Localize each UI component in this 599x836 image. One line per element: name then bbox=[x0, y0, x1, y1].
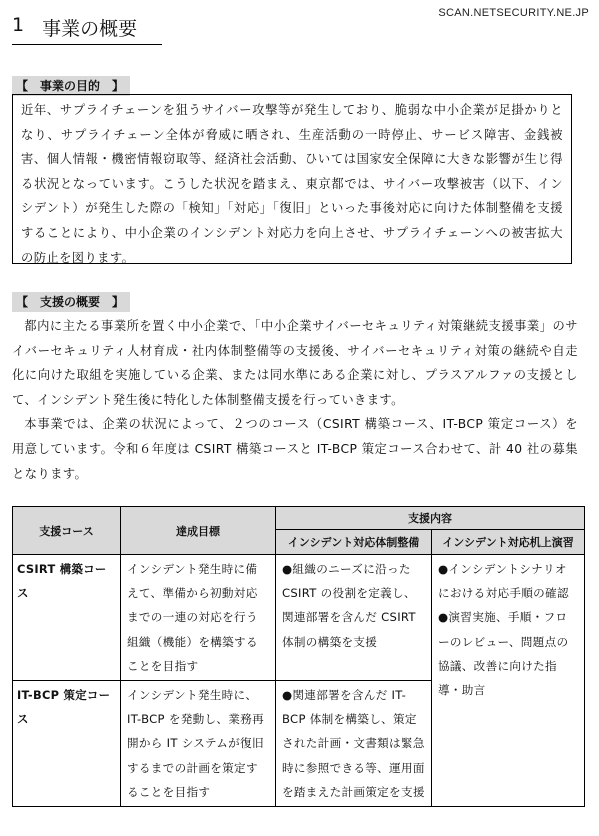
purpose-box bbox=[12, 94, 572, 264]
table-row bbox=[13, 555, 585, 681]
header-system: インシデント対応体制整備 bbox=[276, 530, 432, 555]
support-overview bbox=[12, 314, 578, 486]
exercise-support: ●インシデントシナリオにおける対応手順の確認 ●演習実施、手順・フローのレビュー、問題点の協議、改善に向けた指導・助言 bbox=[432, 555, 585, 807]
purpose-heading: 【 事業の目的 】 bbox=[12, 76, 130, 96]
course-system-support: ●組織のニーズに沿った CSIRT の役割を定義し、関連部署を含んだ CSIRT 体制の構築を支援 bbox=[276, 555, 432, 681]
header-goal: 達成目標 bbox=[121, 507, 276, 555]
section-title: 事業の概要 bbox=[42, 18, 138, 40]
support-table bbox=[12, 506, 585, 807]
course-name: CSIRT 構築コース bbox=[13, 555, 121, 681]
header-course: 支援コース bbox=[13, 507, 121, 555]
page-title bbox=[12, 14, 162, 45]
watermark: SCAN.NETSECURITY.NE.JP bbox=[438, 7, 589, 19]
course-goal: インシデント発生時に、IT-BCP を発動し、業務再開から IT システムが復旧するまでの計画を策定することを目指す bbox=[121, 681, 276, 807]
course-name: IT-BCP 策定コース bbox=[13, 681, 121, 807]
course-goal: インシデント発生時に備えて、準備から初動対応までの一連の対応を行う組織（機能）を構築することを目指す bbox=[121, 555, 276, 681]
section-number: 1 bbox=[12, 14, 25, 36]
support-paragraph-1: 都内に主たる事業所を置く中小企業で、「中小企業サイバーセキュリティ対策継続支援事業」のサイバーセキュリティ人材育成・社内体制整備等の支援後、サイバーセキュリティ対策の継続や自走化に向けた取組を実施している企業、または同水準にある企業に対し、プラスアルファの支援として、インシデント発生後に特化した体制整備支援を行っていきます。 bbox=[12, 319, 578, 407]
purpose-text: 近年、サプライチェーンを狙うサイバー攻撃等が発生しており、脆弱な中小企業が足掛かりとなり、サプライチェーン全体が脅威に晒され、生産活動の一時停止、サービス障害、金銭被害、個人情報・機密情報窃取等、経済社会活動、ひいては国家安全保障に大きな影響が生じ得る状況となっています。こうした状況を踏まえ、東京都では、サイバー攻撃被害（以下、インシデント）が発生した際の「検知」「対応」「復旧」といった事後対応に向けた体制整備を支援することにより、中小企業のインシデント対応力を向上させ、サプライチェーンへの被害拡大の防止を図ります。 bbox=[21, 103, 563, 265]
course-system-support: ●関連部署を含んだ IT-BCP 体制を構築し、策定された計画・文書類は緊急時に参照できる等、運用面を踏まえた計画策定を支援 bbox=[276, 681, 432, 807]
header-content: 支援内容 bbox=[276, 507, 585, 530]
support-heading: 【 支援の概要 】 bbox=[12, 292, 130, 312]
support-paragraph-2: 本事業では、企業の状況によって、２つのコース（CSIRT 構築コース、IT-BCP 策定コース）を用意しています。令和６年度は CSIRT 構築コースと IT-BCP 策定コース合わせて、計 40 社の募集となります。 bbox=[12, 417, 578, 481]
header-exercise: インシデント対応机上演習 bbox=[432, 530, 585, 555]
